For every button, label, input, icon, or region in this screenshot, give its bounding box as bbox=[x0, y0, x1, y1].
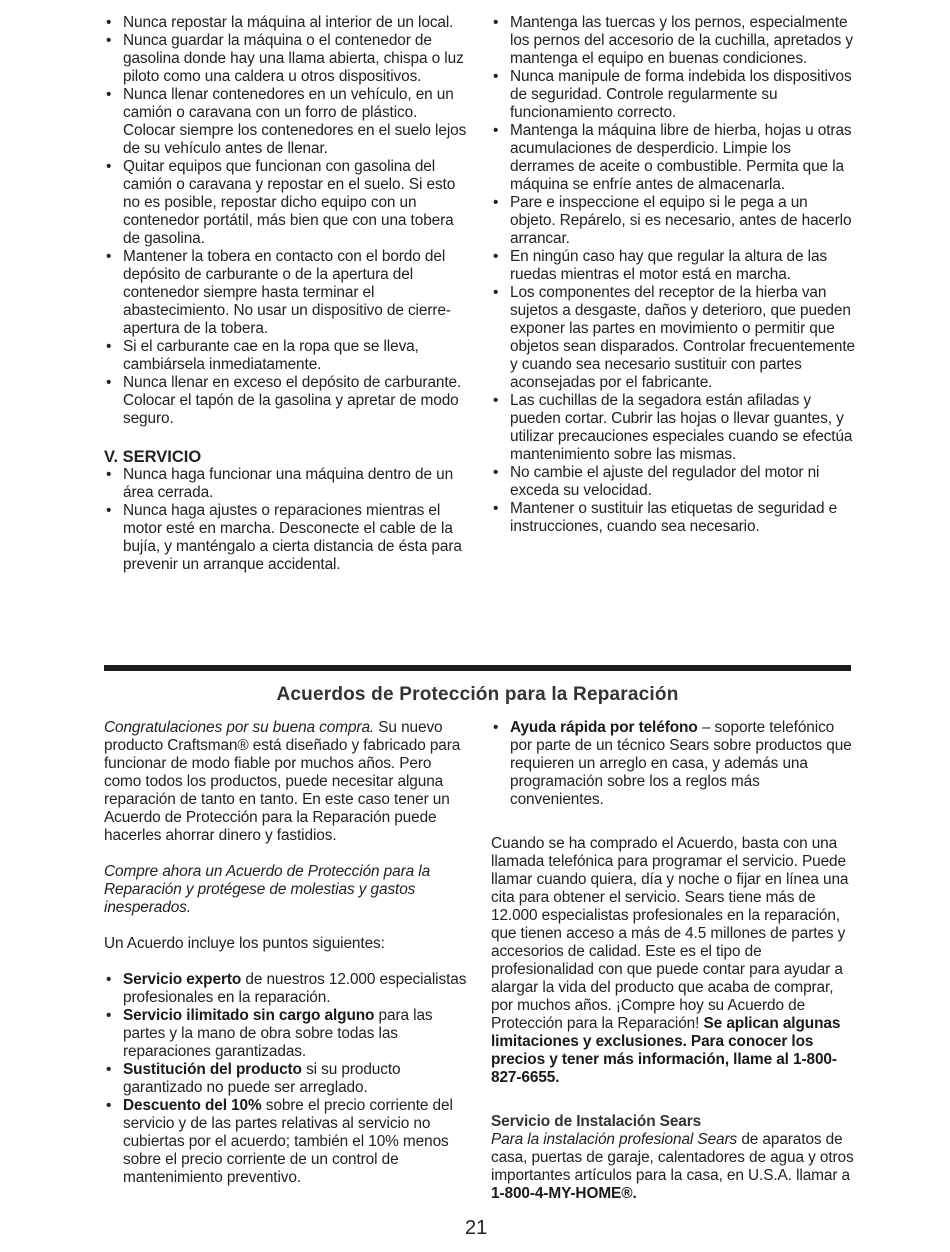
list-item: • Mantener la tobera en contacto con el bordo del depósito de carburante o de la apertura del contenedor siempre hasta terminar el abastecimiento. No usar un dispositivo de cierre-apertura de la tobera. bbox=[104, 248, 472, 338]
repair-agreement-column-left bbox=[104, 719, 472, 1187]
list-item: • Nunca haga funcionar una máquina dentro de un área cerrada. bbox=[104, 466, 472, 502]
list-item: • Nunca llenar en exceso el depósito de carburante. Colocar el tapón de la gasolina y apretar de modo seguro. bbox=[104, 374, 472, 428]
safety-column-right bbox=[491, 14, 856, 536]
list-item: • Pare e inspeccione el equipo si le pega a un objeto. Repárelo, si es necesario, antes de hacerlo arrancar. bbox=[491, 194, 856, 248]
list-item: • Nunca manipule de forma indebida los dispositivos de seguridad. Controle regularmente su funcionamiento correcto. bbox=[491, 68, 856, 122]
section-heading-servicio: V. SERVICIO bbox=[104, 448, 202, 466]
repair-agreement-title: Acuerdos de Protección para la Reparación bbox=[276, 684, 679, 705]
service-safety-list bbox=[104, 466, 472, 574]
installation-paragraph bbox=[491, 1131, 856, 1203]
benefit-title: Descuento del 10% bbox=[123, 1097, 262, 1114]
list-item bbox=[491, 719, 856, 809]
list-item: • Las cuchillas de la segadora están afiladas y pueden cortar. Cubrir las hojas o llevar guantes, y utilizar precauciones especiales cuando se efectúa mantenimiento sobre las mismas. bbox=[491, 392, 856, 464]
page-number: 21 bbox=[465, 1217, 488, 1239]
benefit-title: Servicio ilimitado sin cargo alguno bbox=[123, 1007, 375, 1024]
fueling-safety-list bbox=[104, 14, 472, 428]
agreement-benefits-list bbox=[104, 971, 472, 1187]
section-divider bbox=[104, 665, 851, 671]
installation-phone: 1-800-4-MY-HOME®. bbox=[491, 1185, 637, 1202]
intro-paragraph bbox=[104, 719, 472, 845]
benefit-text: para las partes y la mano de obra sobre todas las reparaciones garantizadas. bbox=[123, 1007, 433, 1060]
list-item: • Si el carburante cae en la ropa que se lleva, cambiársela inmediatamente. bbox=[104, 338, 472, 374]
list-item: • Mantenga la máquina libre de hierba, hojas u otras acumulaciones de desperdicio. Limpie los derrames de aceite o combustible. Permita que la máquina se enfríe antes de almacenarla. bbox=[491, 122, 856, 194]
buy-now-italic: Compre ahora un Acuerdo de Protección para la Reparación y protégese de molestias y gastos inesperados. bbox=[104, 863, 431, 916]
list-item: • Quitar equipos que funcionan con gasolina del camión o caravana y repostar en el suelo. Si esto no es posible, repostar dicho equipo con un contenedor portátil, más bien que con una tobera de gasolina. bbox=[104, 158, 472, 248]
installation-italic: Para la instalación profesional Sears bbox=[491, 1131, 738, 1148]
benefit-text: si su producto garantizado no puede ser arreglado. bbox=[123, 1061, 401, 1096]
benefit-text: sobre el precio corriente del servicio y de las partes relativas al servicio no cubiertas por el acuerdo; también el 10% menos sobre el precio corriente de un control de mantenimiento preventivo. bbox=[123, 1097, 453, 1186]
benefit-title: Servicio experto bbox=[123, 971, 242, 988]
list-item: • Nunca llenar contenedores en un vehículo, en un camión o caravana con un forro de plástico. Colocar siempre los contenedores en el suelo lejos de su vehículo antes de llenar. bbox=[104, 86, 472, 158]
list-item: • Mantener o sustituir las etiquetas de seguridad e instrucciones, cuando sea necesario. bbox=[491, 500, 856, 536]
list-item: • Nunca guardar la máquina o el contenedor de gasolina donde hay una llama abierta, chispa o luz piloto como una caldera u otros dispositivos. bbox=[104, 32, 472, 86]
list-item: • Nunca haga ajustes o reparaciones mientras el motor esté en marcha. Desconecte el cable de la bujía, y manténgalo a cierta distancia de ésta para prevenir un arranque accidental. bbox=[104, 502, 472, 574]
safety-column-left bbox=[104, 14, 472, 574]
repair-agreement-column-right bbox=[491, 719, 856, 1203]
benefit-text: de nuestros 12.000 especialistas profesionales en la reparación. bbox=[123, 971, 467, 1006]
list-item bbox=[104, 1061, 472, 1097]
list-item bbox=[104, 1007, 472, 1061]
includes-paragraph: Un Acuerdo incluye los puntos siguientes: bbox=[104, 935, 385, 952]
benefit-text: – soporte telefónico por parte de un técnico Sears sobre productos que requieren un arreglo en casa, y además una programación sobre los a reglos más convenientes. bbox=[510, 719, 852, 808]
purchased-text: Cuando se ha comprado el Acuerdo, basta con una llamada telefónica para programar el servicio. Puede llamar cuando quiera, día y noche o fijar en línea una cita para obtener el servicio. Sears tiene más de 12.000 especialistas profesionales en la reparación, que tienen acceso a más de 4.5 millones de partes y accesorios de calidad. Este es el tipo de profesionalidad con que puede contar para ayudar a alargar la vida del producto que acaba de comprar, por muchos años. ¡Compre hoy su Acuerdo de Protección para la Reparación! bbox=[491, 835, 849, 1032]
intro-text: Su nuevo producto Craftsman® está diseñado y fabricado para funcionar de modo fiable por muchos años. Pero como todos los productos, puede necesitar alguna reparación de tanto en tanto. En este caso tener un Acuerdo de Protección para la Reparación puede hacerles ahorrar dinero y fastidios. bbox=[104, 719, 461, 844]
benefit-title: Sustitución del producto bbox=[123, 1061, 302, 1078]
list-item bbox=[104, 971, 472, 1007]
buy-now-paragraph bbox=[104, 863, 472, 917]
installation-text: de aparatos de casa, puertas de garaje, calentadores de agua y otros importantes artículos para la casa, en U.S.A. llamar a bbox=[491, 1131, 854, 1184]
list-item: • No cambie el ajuste del regulador del motor ni exceda su velocidad. bbox=[491, 464, 856, 500]
maintenance-safety-list bbox=[491, 14, 856, 536]
list-item: • En ningún caso hay que regular la altura de las ruedas mientras el motor está en marcha. bbox=[491, 248, 856, 284]
list-item: • Nunca repostar la máquina al interior de un local. bbox=[104, 14, 472, 32]
phone-support-list bbox=[491, 719, 856, 809]
list-item: • Los componentes del receptor de la hierba van sujetos a desgaste, daños y deterioro, que pueden exponer las partes en movimiento o permitir que objetos sean disparados. Controlar frecuentemente y cuando sea necesario sustituir con partes aconsejadas por el fabricante. bbox=[491, 284, 856, 392]
list-item bbox=[104, 1097, 472, 1187]
limitations-text: Se aplican algunas limitaciones y exclusiones. Para conocer los precios y tener más información, llame al 1-800-827-6655. bbox=[491, 1015, 841, 1086]
benefit-title: Ayuda rápida por teléfono bbox=[510, 719, 698, 736]
intro-italic: Congratulaciones por su buena compra. bbox=[104, 719, 375, 736]
purchased-paragraph bbox=[491, 835, 856, 1087]
list-item: • Mantenga las tuercas y los pernos, especialmente los pernos del accesorio de la cuchilla, apretados y mantenga el equipo en buenas condiciones. bbox=[491, 14, 856, 68]
installation-heading: Servicio de Instalación Sears bbox=[491, 1113, 702, 1130]
